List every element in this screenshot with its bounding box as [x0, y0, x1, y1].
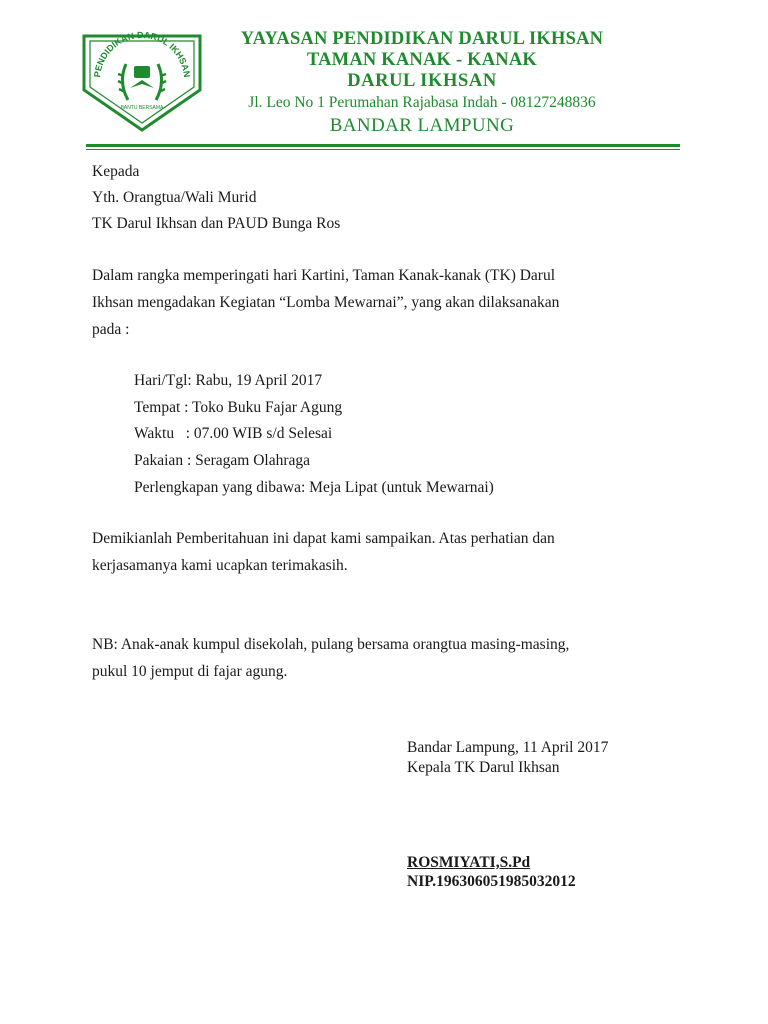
school-logo [78, 22, 206, 136]
closing-line-2: kerjasamanya kami ucapkan terimakasih. [92, 557, 348, 574]
event-time: Waktu : 07.00 WIB s/d Selesai [134, 425, 333, 442]
intro-line-1: Dalam rangka memperingati hari Kartini, Taman Kanak-kanak (TK) Darul [92, 267, 556, 284]
signature-place-date: Bandar Lampung, 11 April 2017 [407, 739, 609, 756]
event-date: Hari/Tgl: Rabu, 19 April 2017 [134, 372, 323, 389]
intro-line-3: pada : [92, 321, 130, 338]
intro-line-2: Ikhsan mengadakan Kegiatan “Lomba Mewarnai”, yang akan dilaksanakan [92, 294, 560, 311]
school-type: TAMAN KANAK - KANAK [306, 50, 538, 70]
svg-text:BANTU BERSAMA: BANTU BERSAMA [120, 105, 164, 111]
svg-text:PENDIDIKAN DARUL IKHSAN: PENDIDIKAN DARUL IKHSAN [92, 29, 192, 78]
school-city: BANDAR LAMPUNG [329, 115, 515, 136]
letterhead [212, 28, 632, 138]
recipient-line-2: Yth. Orangtua/Wali Murid [92, 189, 257, 206]
signature-position: Kepala TK Darul Ikhsan [407, 759, 560, 776]
event-equipment: Perlengkapan yang dibawa: Meja Lipat (untuk Mewarnai) [134, 479, 494, 496]
recipient-line-1: Kepada [92, 163, 140, 180]
header-divider-thin [86, 149, 680, 150]
signatory-name: ROSMIYATI,S.Pd [407, 854, 531, 871]
closing-line-1: Demikianlah Pemberitahuan ini dapat kami sampaikan. Atas perhatian dan [92, 530, 555, 547]
note-line-2: pukul 10 jemput di fajar agung. [92, 663, 288, 680]
header-divider-thick [86, 144, 680, 147]
recipient-line-3: TK Darul Ikhsan dan PAUD Bunga Ros [92, 215, 341, 232]
event-place: Tempat : Toko Buku Fajar Agung [134, 399, 343, 416]
school-name: DARUL IKHSAN [347, 71, 497, 91]
signatory-nip: NIP.196306051985032012 [407, 873, 576, 890]
note-line-1: NB: Anak-anak kumpul disekolah, pulang bersama orangtua masing-masing, [92, 636, 570, 653]
event-attire: Pakaian : Seragam Olahraga [134, 452, 311, 469]
school-address: Jl. Leo No 1 Perumahan Rajabasa Indah - 08127248836 [248, 94, 596, 111]
foundation-name: YAYASAN PENDIDIKAN DARUL IKHSAN [240, 29, 604, 49]
